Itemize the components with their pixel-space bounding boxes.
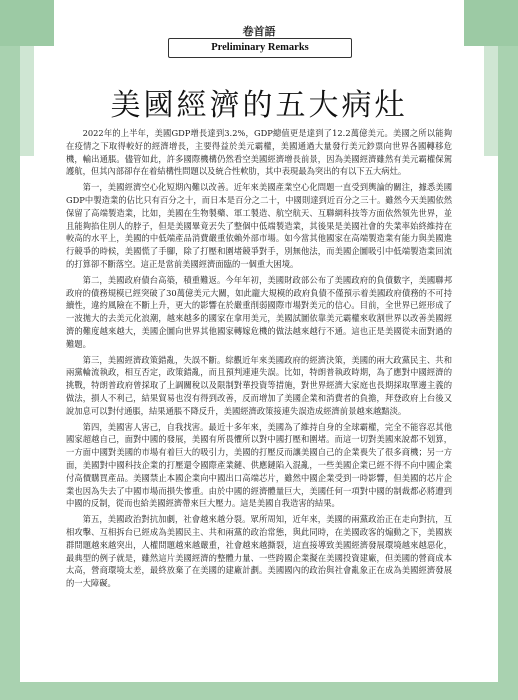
- section-label-english: Preliminary Remarks: [168, 38, 352, 58]
- article-body: [66, 127, 452, 593]
- article-paragraph: 第三，美國經濟政策錯亂，失誤不斷。綜觀近年來美國政府的經濟決策，美國的兩大政黨民主、共和兩黨輪流執政，相互否定，政策錯亂，而且預判連連失誤。比如，特朗普執政時期，為了應對中國經濟的挑戰，特朗普政府曾採取了上調關稅以及限制對華投資等措施，對世界經濟大家庭也長期採取單邊主義的做法，損人不利己，結果貿易也沒有得到改善，反而增加了美國企業和消費者的負擔，拜登政府上台後又說加息可以對付通脹，結果通脹不降反升，美國經濟政策接連失誤造成經濟前景越來越黯淡。: [66, 354, 452, 416]
- article-paragraph: 第二，美國政府債台高築，積重難返。今年年初，美國財政部公布了美國政府的負債數字，美國聯邦政府的債務規模已經突破了30萬億美元大關，如此龐大規模的政府負債不僅預示着美國政府債務的不可持續性，違約風險在不斷上升，更大的影響在於嚴重削弱國際市場對美元的信心。目前，全世界已經形成了一波拋大的去美元化浪潮，越來越多的國家在拿用美元，美國試圖依靠美元霸權來收割世界以改善美國經濟的難度越來越大，美國企圖向世界其他國家轉嫁危機的做法越來越行不通。這也正是美國從未面對過的難題。: [66, 274, 452, 349]
- article-paragraph: 第五，美國政治對抗加劇，社會越來越分裂。眾所周知，近年來，美國的兩黨政治正在走向對抗，互相攻擊、互相拆台已經成為美國民主、共和兩黨的政治常態，與此同時，在美國政客的煽動之下，美國族群問題越來越突出，人權問題越來越嚴重，社會越來越撕裂，這直接導致美國經濟發展環境越來越惡化，最典型的例子就是，雖然這片美國經濟的整體力量、一些跨國企業擬在美國投資建廠，但美國的營商成本太高，營商環境太差，最終放棄了在美國的建廠計劃。美國國內的政治與社會亂象正在成為美國經濟發展的一大障礙。: [66, 514, 452, 589]
- section-label: 卷首語: [242, 25, 276, 38]
- article-paragraph: 第四，美國害人害己，自我找害。最近十多年來，美國為了維持自身的全球霸權，完全不能容忍其他國家超越自己，面對中國的發展，美國有所畏懼所以對中國打壓和圍堵。而這一切對美國來說都不划算，一方面中國對美國的市場有着巨大的吸引力，美國的打壓反而讓美國自己的企業喪失了很多商機；另一方面，美國對中國科技企業的打壓還令國際產業鏈、供應鏈陷入混亂，一些美國企業已經不得不向中國企業付高價購買產品。美國禁止本國企業向中國出口高端芯片，雖然中國企業受到一時影響，但美國的芯片企業也因為失去了中國市場而損失慘重。由於中國的經濟體量巨大，美國任何一項對中國的制裁都必將遭到中國的反制，從而也給美國經濟帶來巨大壓力。這是美國自我造害的結果。: [66, 421, 452, 509]
- decorative-band: [498, 46, 518, 700]
- article-title: 美國經濟的五大病灶: [110, 88, 408, 123]
- decorative-band: [0, 682, 518, 700]
- article-paragraph: 2022年的上半年，美國GDP增長達到3.2%，GDP總值更是達到了12.2萬億美元。美國之所以能夠在疫情之下取得較好的經濟增長，主要得益於美元霸權，美國通過大量發行美元鈔票向世界各國轉移危機，輸出通脹。儘管如此，許多國際機構仍然看空美國經濟增長前景，因為美國經濟雖然有美元霸權保駕護航，但其內部卻存在着結構性問題以及統合性軟肋，其中表現最為突出的有以下五大病灶。: [66, 128, 452, 177]
- decorative-band: [0, 46, 20, 700]
- article-paragraph: 第一，美國經濟空心化短期內難以改善。近年來美國產業空心化問題一直受到輿論的關注，據悉美國GDP中製造業的佔比只有百分之十，而日本是百分之二十，中國則達到近百分之三十。雖然今天美國依然保留了高端製造業，比如，美國在生物製藥、軍工製造、航空航天、互聯網科技等方面依然領先世界，並且能夠掐住別人的脖子，但是美國畢竟丟失了整個中低端製造業，其後果是美國社會的失業率始終維持在較高的水平上，美國的中低端產品消費嚴重依賴外部市場。如今當其他國家在高端製造業有能力與美國進行競爭的時候，美國慌了手腳，除了打壓和圍堵競爭對手，別無他法，而美國企圖吸引中低端製造業回流的打算卻不斷落空。這正是當前美國經濟面臨的一個重大困境。: [66, 182, 452, 269]
